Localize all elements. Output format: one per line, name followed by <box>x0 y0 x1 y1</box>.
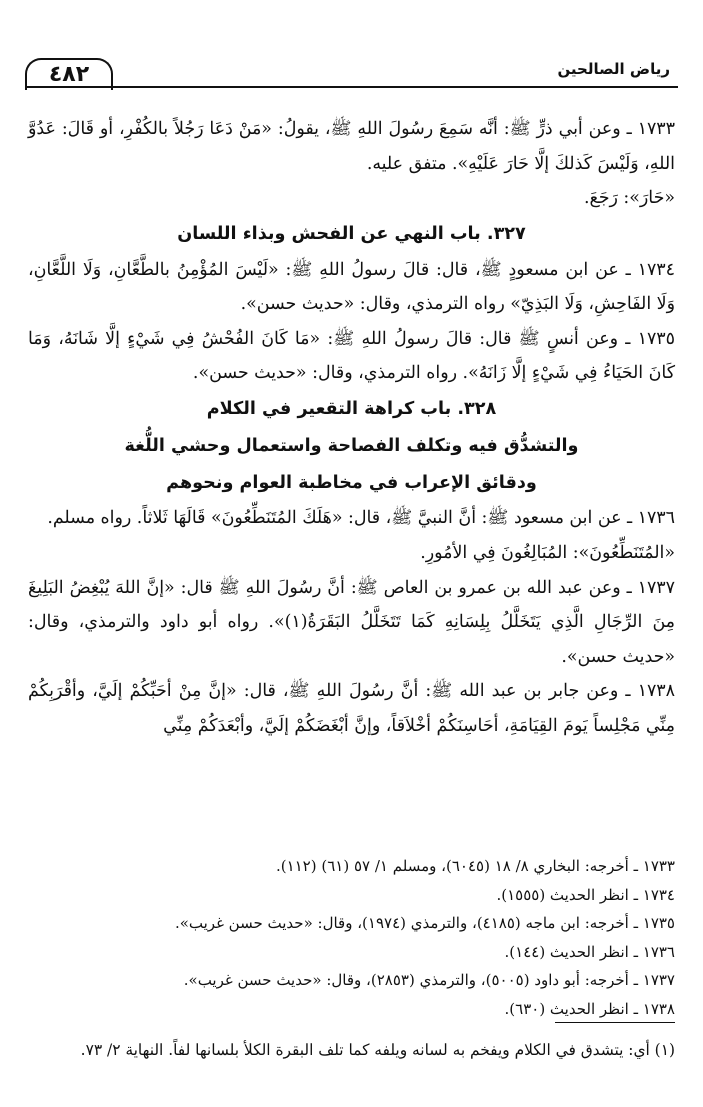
chapter-328-heading-line3: ودقائق الإعراب في مخاطبة العوام ونحوهم <box>166 472 537 493</box>
footnote-1737: ١٧٣٧ ـ أخرجه: أبو داود (٥٠٠٥)، والترمذي (٢٨٥٣)، وقال: «حديث حسن غريب». <box>183 971 675 990</box>
footnote-1738: ١٧٣٨ ـ انظر الحديث (٦٣٠). <box>504 999 675 1018</box>
hadith-1737: ١٧٣٧ ـ وعن عبد الله بن عمرو بن العاص ﷺ: أنَّ رسُولَ اللهِ ﷺ قال: «إنَّ اللهَ يُبْغِضُ البَلِيغَ مِنَ الرِّجَالِ الَّذِي يَتَخَلَّلُ بِلِسَانِهِ كَمَا تَتَخَلَّلُ البَقَرَةُ(١)». رواه أبو داود والترمذي، وقال: «حديث حسن». <box>28 577 675 667</box>
gloss-1733: «حَارَ»: رَجَعَ. <box>583 188 675 209</box>
hadith-1734: ١٧٣٤ ـ عن ابن مسعودٍ ﷺ، قال: قالَ رسولُ اللهِ ﷺ: «لَيْسَ المُؤْمِنُ بالطَّعَّانِ، وَلَا اللَّعَّانِ، وَلَا الفَاحِشِ، وَلَا البَذِيّ» رواه الترمذي، وقال: «حديث حسن». <box>28 259 675 315</box>
page-header <box>25 52 678 88</box>
footnote-note-1: (١) أي: يتشدق في الكلام ويفخم به لسانه ويلفه كما تلف البقرة الكلأ بلسانها لفاً. النهاية ٢/ ٧٣. <box>80 1041 675 1059</box>
main-text <box>28 112 675 744</box>
footnote-1735: ١٧٣٥ ـ أخرجه: ابن ماجه (٤١٨٥)، والترمذي (١٩٧٤)، وقال: «حديث حسن غريب». <box>174 914 675 933</box>
chapter-327-heading: ٣٢٧. باب النهي عن الفحش وبذاء اللسان <box>177 223 526 244</box>
chapter-328-heading-line2: والتشدُّق فيه وتكلف الفصاحة واستعمال وحشي اللُّغة <box>124 435 579 456</box>
footnotes <box>28 852 675 1024</box>
footnote-1733: ١٧٣٣ ـ أخرجه: البخاري ٨/ ١٨ (٦٠٤٥)، ومسلم ١/ ٥٧ (٦١) (١١٢). <box>275 857 675 875</box>
footnote-divider <box>555 1022 675 1023</box>
header-rule <box>25 86 678 88</box>
hadith-1733: ١٧٣٣ ـ وعن أبي ذرٍّ ﷺ: أنَّه سَمِعَ رسُولَ اللهِ ﷺ، يقولُ: «مَنْ دَعَا رَجُلاً بالكُفْرِ، أو قَالَ: عَدُوَّ اللهِ، وَلَيْسَ كَذلكَ إلَّا حَارَ عَلَيْهِ». متفق عليه. <box>28 119 675 174</box>
page-number: ٤٨٢ <box>25 58 113 90</box>
hadith-1738: ١٧٣٨ ـ وعن جابر بن عبد الله ﷺ: أنَّ رسُولَ اللهِ ﷺ، قال: «إنَّ مِنْ أحَبِّكُمْ إلَيَّ، وأقْرَبِكُمْ مِنِّي مَجْلِساً يَومَ القِيَامَةِ، أحَاسِنَكُمْ أخْلاَقاً، وإنَّ أبْغَضَكُمْ إلَيَّ، وأبْعَدَكُمْ مِنِّي <box>28 681 675 736</box>
gloss-1736: «المُتَنَطِّعُونَ»: المُبَالِغُونَ فِي الأمُورِ. <box>420 542 675 563</box>
chapter-328-heading-line1: ٣٢٨. باب كراهة التقعير في الكلام <box>206 398 497 419</box>
book-title: رياض الصالحين <box>557 60 670 78</box>
footnote-1736: ١٧٣٦ ـ انظر الحديث (١٤٤). <box>504 942 675 961</box>
hadith-1736: ١٧٣٦ ـ عن ابن مسعود ﷺ: أنَّ النبيَّ ﷺ، قال: «هَلَكَ المُتَنَطِّعُونَ» قَالَهَا ثَلاثاً. رواه مسلم. <box>47 508 675 529</box>
hadith-1735: ١٧٣٥ ـ وعن أنسٍ ﷺ قال: قالَ رسولُ اللهِ ﷺ: «مَا كَانَ الفُحْشُ فِي شَيْءٍ إلَّا شَانَهُ، وَمَا كَانَ الحَيَاءُ فِي شَيْءٍ إلَّا زَانَهُ». رواه الترمذي، وقال: «حديث حسن». <box>28 328 675 384</box>
footnote-1734: ١٧٣٤ ـ انظر الحديث (١٥٥٥). <box>496 885 675 904</box>
